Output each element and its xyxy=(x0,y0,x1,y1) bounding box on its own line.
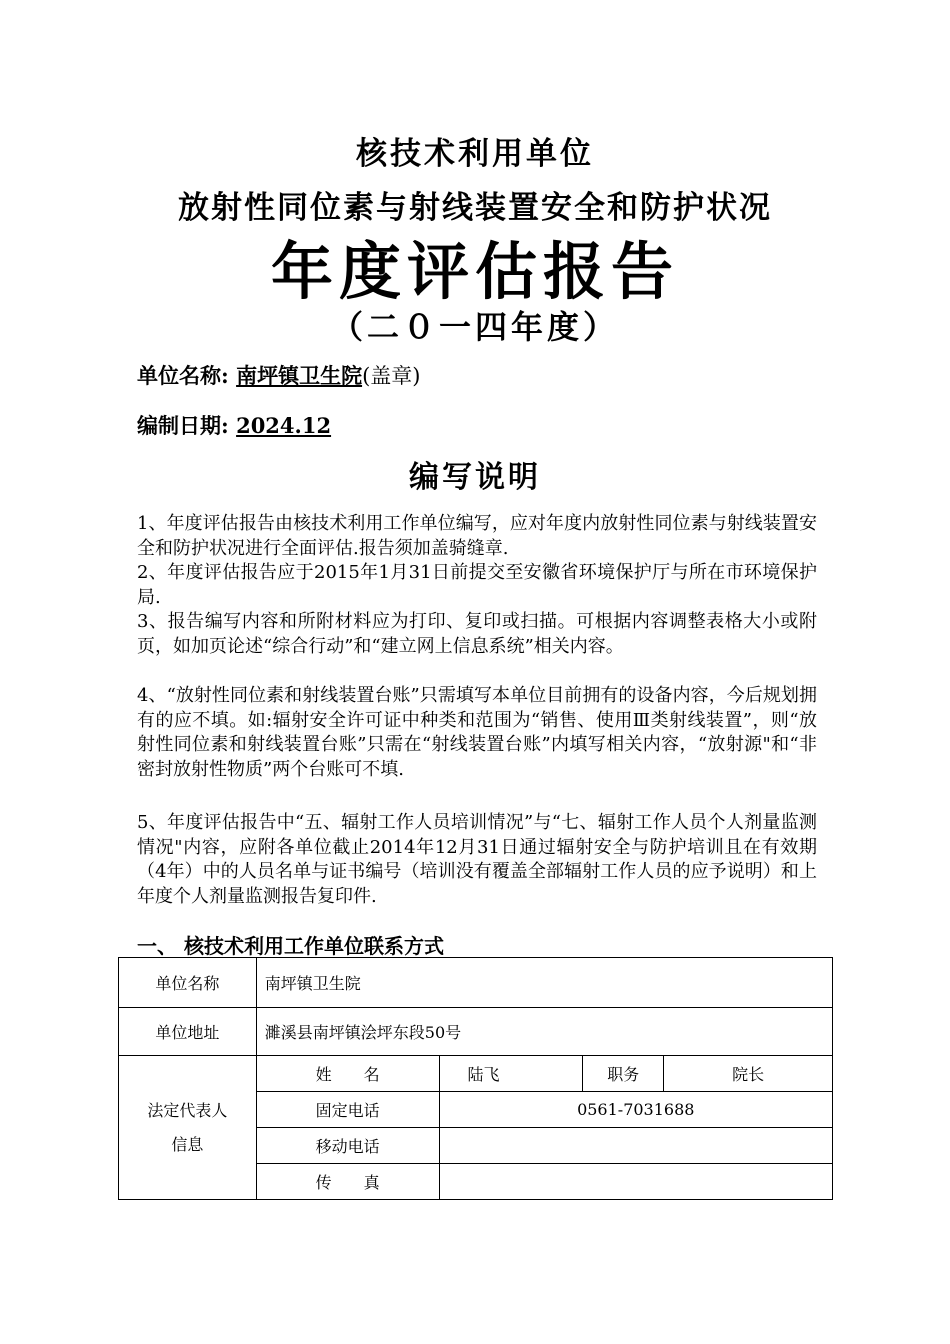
unit-name-label: 单位名称: xyxy=(137,363,229,388)
mobile-cell-label: 移动电话 xyxy=(256,1128,439,1164)
unit-name-cell-value: 南坪镇卫生院 xyxy=(256,958,832,1008)
phone-cell-value: 0561-7031688 xyxy=(439,1092,832,1128)
compile-date-label: 编制日期: xyxy=(137,413,229,438)
instruction-item-2: 2、年度评估报告应于2015年1月31日前提交至安徽省环境保护厅与所在市环境保护局. xyxy=(137,562,817,608)
instruction-item-5: 5、年度评估报告中“五、辐射工作人员培训情况”与“七、辐射工作人员个人剂量监测情况"内容，应附各单位截止2014年12月31日通过辐射安全与防护培训且在有效期（4年）中的人员名单与证书编号（培训没有覆盖全部辐射工作人员的应予说明）和上年度个人剂量监测报告复印件. xyxy=(137,812,817,907)
instruction-item-1: 1、年度评估报告由核技术利用工作单位编写，应对年度内放射性同位素与射线装置安全和防护状况进行全面评估.报告须加盖骑缝章. xyxy=(137,513,817,559)
fax-cell-label: 传 真 xyxy=(256,1164,439,1200)
legal-rep-label-2: 信息 xyxy=(171,1134,204,1154)
legal-rep-cell xyxy=(119,1056,257,1200)
section1-heading: 一、 核技术利用工作单位联系方式 xyxy=(137,934,444,958)
unit-name-value: 南坪镇卫生院 xyxy=(236,363,363,388)
contact-info-table xyxy=(118,957,833,1200)
report-title-line2: 放射性同位素与射线装置安全和防护状况 xyxy=(178,190,772,226)
unit-name-field xyxy=(137,360,420,390)
address-cell-value: 濉溪县南坪镇浍坪东段50号 xyxy=(256,1008,832,1056)
name-cell-value: 陆飞 xyxy=(439,1056,583,1092)
instruction-item-4: 4、“放射性同位素和射线装置台账”只需填写本单位目前拥有的设备内容，今后规划拥有的应不填。如:辐射安全许可证中种类和范围为“销售、使用Ⅲ类射线装置”，则“放射性同位素和射线装置台账”只需在“射线装置台账”内填写相关内容，“放射源"和“非密封放射性物质”两个台账可不填. xyxy=(137,685,817,780)
compile-date-value: 2024.12 xyxy=(236,413,332,438)
legal-rep-label-1: 法定代表人 xyxy=(147,1100,228,1120)
fax-cell-value xyxy=(439,1164,832,1200)
phone-cell-label: 固定电话 xyxy=(256,1092,439,1128)
mobile-cell-value xyxy=(439,1128,832,1164)
report-title-line1: 核技术利用单位 xyxy=(356,136,594,172)
instruction-item-3: 3、报告编写内容和所附材料应为打印、复印或扫描。可根据内容调整表格大小或附页，如加页论述“综合行动”和“建立网上信息系统”相关内容。 xyxy=(137,611,817,657)
name-cell-label: 姓 名 xyxy=(256,1056,439,1092)
report-year: （二０一四年度） xyxy=(330,308,619,346)
address-cell-label: 单位地址 xyxy=(119,1008,257,1056)
unit-name-cell-label: 单位名称 xyxy=(119,958,257,1008)
instructions-title: 编写说明 xyxy=(409,460,541,495)
compile-date-field xyxy=(137,410,331,440)
position-cell-label: 职务 xyxy=(583,1056,664,1092)
seal-note: (盖章) xyxy=(362,364,421,388)
position-cell-value: 院长 xyxy=(664,1056,833,1092)
report-title-main: 年度评估报告 xyxy=(270,235,679,308)
